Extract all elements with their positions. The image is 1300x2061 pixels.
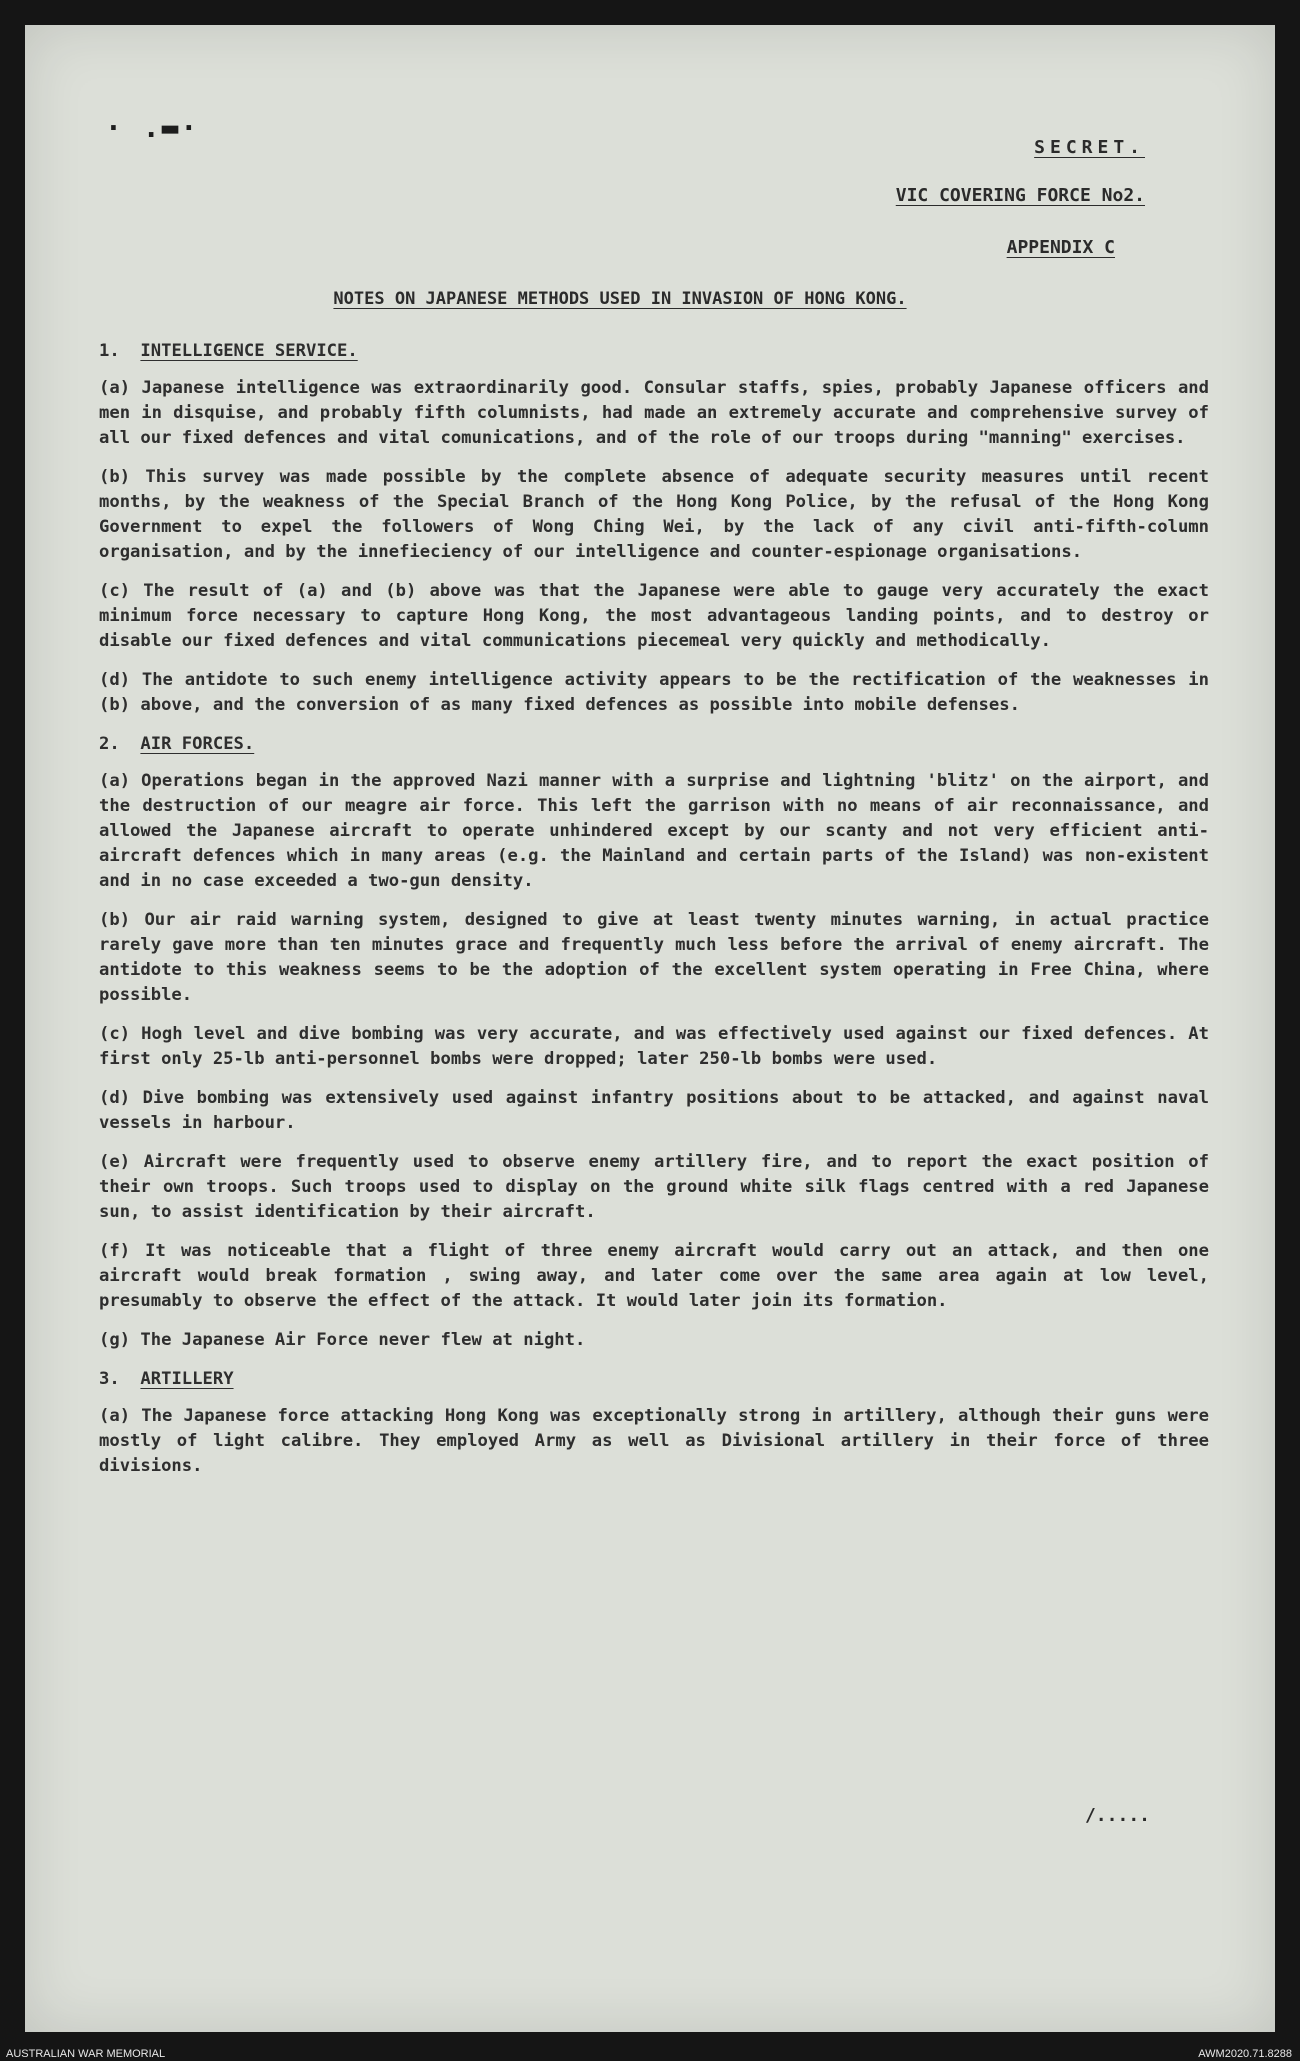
document-body [99,325,1209,1479]
classification-label: SECRET. [1034,137,1145,158]
paragraph-2a: (a) Operations began in the approved Nazi manner with a surprise and lightning 'blitz' on the airport, and the destruction of our meagre air force. This left the garrison with no means of air reconnaissance, and allowed the Japanese aircraft to operate unhindered except by our scanty and not very efficient anti-aircraft defences which in many areas (e.g. the Mainland and certain parts of the Island) was non-existent and in no case exceeded a two-gun density. [99,771,1209,891]
document-page [25,25,1275,2032]
pencil-mark: · .▬· [105,111,200,144]
appendix-label: APPENDIX C [1006,237,1115,258]
document-title: NOTES ON JAPANESE METHODS USED IN INVASION OF HONG KONG. [333,289,907,309]
paragraph-2e: (e) Aircraft were frequently used to observe enemy artillery fire, and to report the exact position of their own troops. Such troops used to display on the ground white silk flags centred with a red Japanese sun, to assist identification by their aircraft. [99,1152,1209,1222]
paragraph-3a: (a) The Japanese force attacking Hong Kong was exceptionally strong in artillery, although their guns were mostly of light calibre. They employed Army as well as Divisional artillery in their force of three divisions. [99,1406,1209,1476]
paragraph-2f: (f) It was noticeable that a flight of three enemy aircraft would carry out an attack, and then one aircraft would break formation , swing away, and later come over the same area again at low level, presumably to observe the effect of the attack. It would later join its formation. [99,1241,1209,1311]
unit-label: VIC COVERING FORCE No2. [895,185,1145,206]
paragraph-1d: (d) The antidote to such enemy intelligence activity appears to be the rectification of the weaknesses in (b) above, and the conversion of as many fixed defences as possible into mobile defenses. [99,670,1209,715]
paragraph-1c: (c) The result of (a) and (b) above was that the Japanese were able to gauge very accurately the exact minimum force necessary to capture Hong Kong, the most advantageous landing points, and to destroy or disable our fixed defences and vital communications piecemeal very quickly and methodically. [99,581,1209,651]
footer-accession-number: AWM2020.71.8288 [1198,2048,1292,2060]
paragraph-2d: (d) Dive bombing was extensively used against infantry positions about to be attacked, and against naval vessels in harbour. [99,1088,1209,1133]
paragraph-1a: (a) Japanese intelligence was extraordinarily good. Consular staffs, spies, probably Japanese officers and men in disquise, and probably fifth columnists, had made an extremely accurate and comprehensive survey of all our fixed defences and vital comunications, and of the role of our troops during "manning" exercises. [99,378,1209,448]
paragraph-2c: (c) Hogh level and dive bombing was very accurate, and was effectively used against our fixed defences. At first only 25-lb anti-personnel bombs were dropped; later 250-lb bombs were used. [99,1024,1209,1069]
section-heading-artillery: 3. ARTILLERY [99,1369,234,1389]
section-heading-air-forces: 2. AIR FORCES. [99,734,255,754]
footer-credit: AUSTRALIAN WAR MEMORIAL [6,2048,166,2060]
paragraph-1b: (b) This survey was made possible by the complete absence of adequate security measures until recent months, by the weakness of the Special Branch of the Hong Kong Police, by the refusal of the Hong Kong Government to expel the followers of Wong Ching Wei, by the lack of any civil anti-fifth-column organisation, and by the innefieciency of our intelligence and counter-espionage organisations. [99,467,1209,562]
paragraph-2b: (b) Our air raid warning system, designed to give at least twenty minutes warning, in actual practice rarely gave more than ten minutes grace and frequently much less before the arrival of enemy aircraft. The antidote to this weakness seems to be the adoption of the excellent system operating in Free China, where possible. [99,910,1209,1005]
section-heading-intelligence: 1. INTELLIGENCE SERVICE. [99,341,358,361]
paragraph-2g: (g) The Japanese Air Force never flew at night. [99,1330,586,1350]
continued-marker: /..... [1084,1805,1150,1826]
